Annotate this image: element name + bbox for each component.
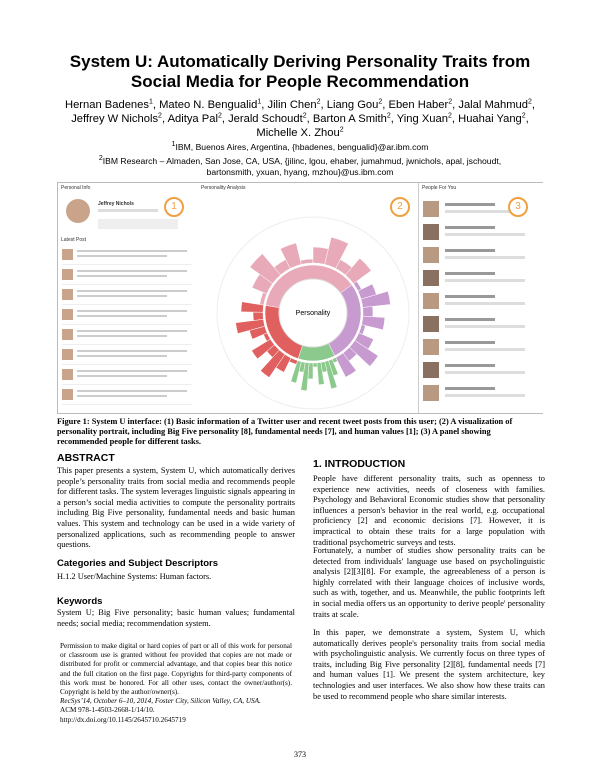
person-name-line xyxy=(445,272,495,275)
venue-line: RecSys’14, October 6–10, 2014, Foster City, Silicon Valley, CA, USA. xyxy=(60,697,261,706)
intro-heading: 1. INTRODUCTION xyxy=(313,458,406,470)
person-name-line xyxy=(445,203,495,206)
person-stats-line xyxy=(445,279,525,282)
latest-post-label: Latest Post xyxy=(61,237,87,243)
post-item xyxy=(62,347,192,365)
post-item xyxy=(62,287,192,305)
author-name: Jilin Chen xyxy=(267,99,317,111)
author-separator: , xyxy=(390,113,397,125)
author xyxy=(389,99,459,111)
person-item xyxy=(423,245,539,265)
intro-paragraph-1: People have different personality traits, such as openness to experience new activities, needs of closeness with families. Psychology and Behavioral Economic studies show that personality influences a person's behavior in the real world, e.g. occupational proficiency [2] and economic decisions [7]. However, it is impractical to obtain these traits for a large population with traditional psychometric surveys and tests. xyxy=(313,474,545,547)
author-list xyxy=(40,98,560,140)
post-text-line xyxy=(77,395,167,397)
person-item xyxy=(423,314,539,334)
abstract-heading: ABSTRACT xyxy=(57,452,115,464)
author xyxy=(313,113,397,125)
post-text-line xyxy=(77,255,167,257)
person-stats-line xyxy=(445,233,525,236)
sunburst-segment xyxy=(260,292,267,305)
author-separator: , xyxy=(525,113,529,125)
system-u-figure xyxy=(57,182,543,414)
page-number: 373 xyxy=(294,750,306,759)
author-separator: , xyxy=(452,99,459,111)
author xyxy=(458,113,529,125)
panel-title-personal-info: Personal Info xyxy=(61,185,91,191)
author-name: Huahai Yang xyxy=(458,113,522,125)
people-for-you-panel xyxy=(418,183,543,413)
post-text-line xyxy=(77,330,187,332)
affiliation-2-sup: 2 xyxy=(98,155,103,163)
badge-1: 1 xyxy=(164,197,184,217)
post-text-line xyxy=(77,310,187,312)
author-affiliation-sup: 1 xyxy=(148,98,153,106)
author-separator: , xyxy=(306,113,313,125)
person-item xyxy=(423,291,539,311)
affiliation-2-line-1: IBM Research – Almaden, San Jose, CA, USA, {jilinc, lgou, ehaber, jumahmud, jwnichols, apal, jschoudt, xyxy=(102,156,502,166)
sunburst-segment xyxy=(359,325,366,335)
author xyxy=(256,127,343,139)
author-name: Ying Xuan xyxy=(396,113,448,125)
person-stats-line xyxy=(445,371,525,374)
sunburst-segment xyxy=(253,312,263,320)
sunburst-segment xyxy=(363,306,373,316)
post-avatar xyxy=(62,329,73,340)
author xyxy=(71,113,167,125)
profile-name: Jeffrey Nichols xyxy=(98,201,134,207)
affiliation-2 xyxy=(40,156,560,178)
person-avatar xyxy=(423,362,439,378)
intro-paragraph-3: In this paper, we demonstrate a system, System U, which automatically derives people's personality traits from social media with psycholinguistic analysis. We currently focus on three types of traits, including Big Five personality [2][8], fundamental needs [7] and human values [1]. We present the system architecture, key technologies and user interfaces. We also show how these traits can be used to recommend people who share similar interests. xyxy=(313,628,545,701)
person-name-line xyxy=(445,318,495,321)
person-avatar xyxy=(423,339,439,355)
person-stats-line xyxy=(445,394,525,397)
author-name: Michelle X. Zhou xyxy=(256,127,340,139)
post-text-line xyxy=(77,270,187,272)
person-avatar xyxy=(423,270,439,286)
person-stats-line xyxy=(445,302,525,305)
author-name: Liang Gou xyxy=(326,99,379,111)
post-item xyxy=(62,387,192,405)
post-text-line xyxy=(77,250,187,252)
title-line-1: System U: Automatically Deriving Personality Traits from xyxy=(69,52,531,71)
author-affiliation-sup: 2 xyxy=(448,98,453,106)
post-avatar xyxy=(62,389,73,400)
post-text-line xyxy=(77,275,167,277)
sunburst-chart xyxy=(198,183,418,413)
person-item xyxy=(423,222,539,242)
person-stats-line xyxy=(445,325,525,328)
author-name: Mateo N. Bengualid xyxy=(159,99,258,111)
person-avatar xyxy=(423,293,439,309)
title-line-2: Social Media for People Recommendation xyxy=(130,72,470,91)
post-avatar xyxy=(62,249,73,260)
sunburst-segment xyxy=(345,258,371,283)
person-avatar xyxy=(423,224,439,240)
profile-stats xyxy=(98,219,178,229)
sunburst-segment xyxy=(300,259,313,264)
sunburst-segment xyxy=(313,363,317,367)
intro-paragraph-2: Fortunately, a number of studies show personality traits can be detected from individuals' language use based on psycholinguistic analysis [2][3][8]. For example, the agreeableness of a person is highly correlated with their language choices of inclusive words, such as with, together, and us. Meanwhile, the public footprints left in social media offers us an opportunity to derive people' personality traits at scale. xyxy=(313,546,545,619)
author-affiliation-sup: 2 xyxy=(386,112,391,120)
author-separator: , xyxy=(531,99,536,111)
author-affiliation-sup: 2 xyxy=(447,112,452,120)
post-text-line xyxy=(77,350,187,352)
author-name: Jeffrey W Nichols xyxy=(71,113,159,125)
post-avatar xyxy=(62,269,73,280)
person-name-line xyxy=(445,295,495,298)
panel-title-personality-analysis: Personality Analysis xyxy=(201,185,246,191)
post-text-line xyxy=(77,375,167,377)
abstract-text: This paper presents a system, System U, which automatically derives people’s personality traits from social media and recommends people for different tasks. The system leverages linguistic signals appearing in a person’s social media activities to compute the personality portraits including Big Five personality, fundamental needs and basic human values. This system and technology can be used in a wide variety of personalized applications, such as recommending people to answer questions. xyxy=(57,466,295,550)
author xyxy=(159,99,267,111)
person-name-line xyxy=(445,387,495,390)
person-item xyxy=(423,360,539,380)
author-separator: , xyxy=(221,113,229,125)
paper-title xyxy=(30,52,570,92)
author xyxy=(228,113,313,125)
post-text-line xyxy=(77,370,187,372)
author-affiliation-sup: 2 xyxy=(217,112,222,120)
author-name: Barton A Smith xyxy=(312,113,387,125)
categories-text: H.1.2 User/Machine Systems: Human factors. xyxy=(57,572,212,581)
avatar xyxy=(66,199,90,223)
keywords-text: System U; Big Five personality; basic human values; fundamental needs; social media; recommendation system. xyxy=(57,608,295,628)
author-affiliation-sup: 2 xyxy=(158,112,162,120)
author-affiliation-sup: 1 xyxy=(257,98,262,106)
post-avatar xyxy=(62,309,73,320)
author-affiliation-sup: 2 xyxy=(521,112,526,120)
post-item xyxy=(62,267,192,285)
author-affiliation-sup: 2 xyxy=(339,126,344,134)
author-name: Eben Haber xyxy=(388,99,449,111)
author-separator: , xyxy=(161,113,168,125)
author xyxy=(397,113,458,125)
post-text-line xyxy=(77,295,167,297)
post-avatar xyxy=(62,369,73,380)
author-affiliation-sup: 2 xyxy=(316,98,321,106)
post-item xyxy=(62,307,192,325)
personality-analysis-panel xyxy=(198,183,418,413)
author-separator: , xyxy=(382,99,389,111)
author-separator: , xyxy=(152,99,160,111)
post-item xyxy=(62,327,192,345)
affiliation-1-sup: 1 xyxy=(171,141,176,149)
author xyxy=(327,99,389,111)
author-separator: , xyxy=(320,99,327,111)
keywords-heading: Keywords xyxy=(57,596,103,607)
person-name-line xyxy=(445,341,495,344)
author-name: Jalal Mahmud xyxy=(458,99,528,111)
person-avatar xyxy=(423,385,439,401)
person-name-line xyxy=(445,226,495,229)
post-avatar xyxy=(62,289,73,300)
profile-meta-line xyxy=(98,209,158,212)
author-affiliation-sup: 2 xyxy=(302,112,307,120)
post-text-line xyxy=(77,335,167,337)
affiliation-1 xyxy=(40,142,560,153)
author-separator: , xyxy=(261,99,268,111)
author-separator: , xyxy=(451,113,459,125)
person-avatar xyxy=(423,247,439,263)
affiliation-1-text: IBM, Buenos Aires, Argentina, {hbadenes, bengualid}@ar.ibm.com xyxy=(175,142,429,152)
author xyxy=(458,99,535,111)
person-item xyxy=(423,268,539,288)
person-stats-line xyxy=(445,256,525,259)
author-affiliation-sup: 2 xyxy=(378,98,383,106)
badge-3: 3 xyxy=(508,197,528,217)
author xyxy=(65,99,159,111)
post-text-line xyxy=(77,355,167,357)
post-avatar xyxy=(62,349,73,360)
post-text-line xyxy=(77,290,187,292)
categories-heading: Categories and Subject Descriptors xyxy=(57,558,219,569)
permission-block xyxy=(60,642,292,725)
affiliation-2-line-2: bartonsmith, yxuan, hyang, mzhou}@us.ibm.com xyxy=(206,167,394,177)
post-text-line xyxy=(77,390,187,392)
permission-text: Permission to make digital or hard copies of part or all of this work for personal or classroom use is granted without fee provided that copies are not made or distributed for profit or commercial advantage, and that copies bear this notice and the full citation on the first page. Copyrights for third-party components of this work must be honored. For all other uses, contact the owner/author(s). Copyright is held by the author/owner(s). xyxy=(60,642,292,697)
badge-2: 2 xyxy=(390,197,410,217)
acm-line: ACM 978-1-4503-2668-1/14/10. xyxy=(60,706,155,715)
author xyxy=(168,113,229,125)
person-stats-line xyxy=(445,348,525,351)
doi-line: http://dx.doi.org/10.1145/2645710.2645719 xyxy=(60,715,186,724)
panel-title-people-for-you: People For You xyxy=(422,185,457,191)
author xyxy=(267,99,326,111)
personal-info-panel xyxy=(58,183,199,413)
person-avatar xyxy=(423,316,439,332)
post-text-line xyxy=(77,315,167,317)
person-name-line xyxy=(445,364,495,367)
person-name-line xyxy=(445,249,495,252)
post-item xyxy=(62,247,192,265)
post-item xyxy=(62,367,192,385)
author-name: Aditya Pal xyxy=(167,113,218,125)
sunburst-center-label: Personality xyxy=(295,310,331,317)
person-avatar xyxy=(423,201,439,217)
figure-caption: Figure 1: System U interface: (1) Basic information of a Twitter user and recent tweet posts from this user; (2) A visualization of personality portrait, including Big Five personality [8], fundamental needs [7], and human values [1]; (3) A panel showing recommended people for different tasks. xyxy=(57,417,513,446)
person-item xyxy=(423,383,539,403)
author-name: Hernan Badenes xyxy=(64,99,149,111)
author-name: Jerald Schoudt xyxy=(228,113,303,125)
author-affiliation-sup: 2 xyxy=(528,98,532,106)
person-item xyxy=(423,337,539,357)
